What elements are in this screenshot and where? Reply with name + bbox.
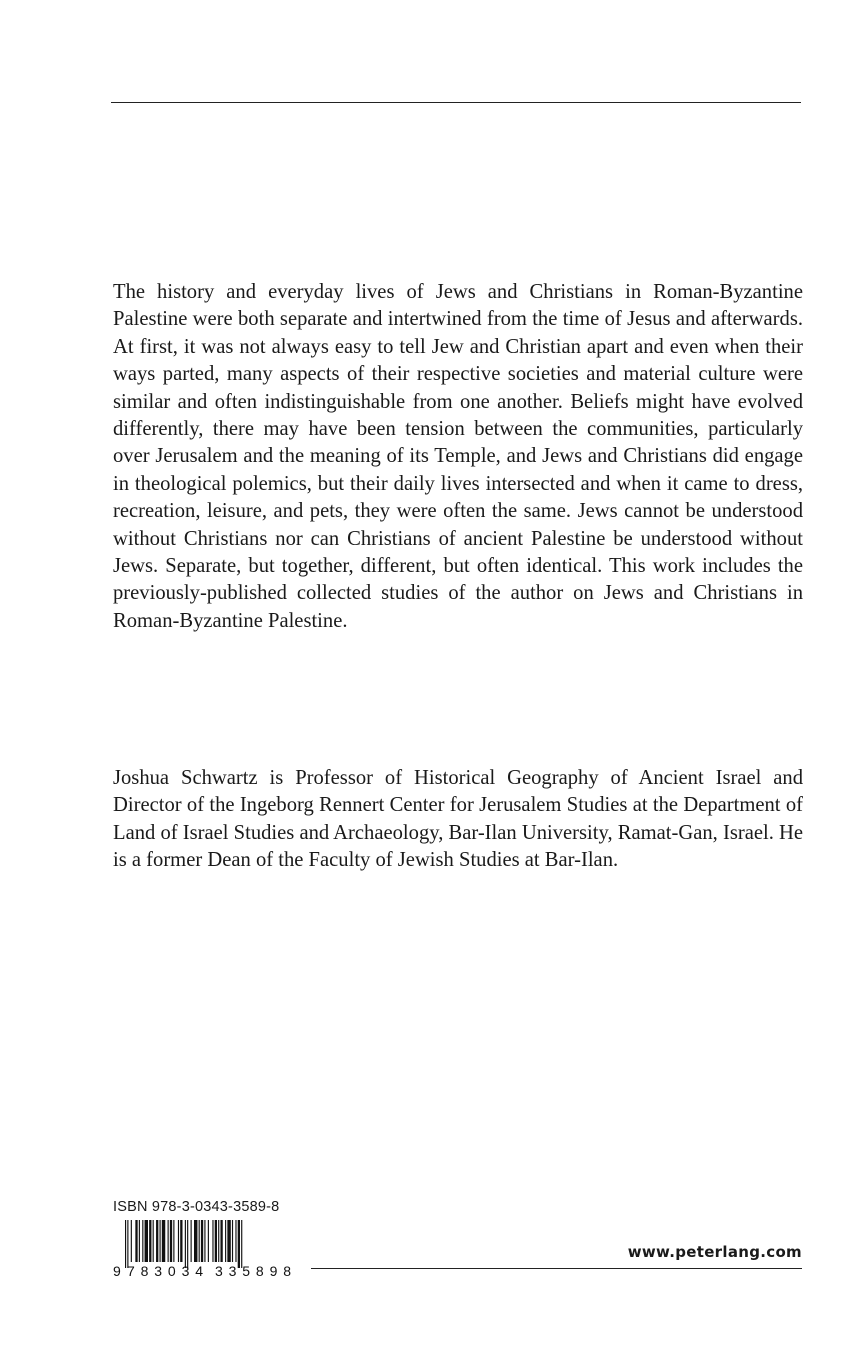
- barcode-bar: [225, 1220, 226, 1262]
- barcode-bar: [241, 1220, 242, 1268]
- barcode-bar: [235, 1220, 236, 1262]
- isbn-label: ISBN 978-3-0343-3589-8: [113, 1199, 280, 1215]
- barcode-bar: [168, 1220, 169, 1262]
- barcode-bar: [149, 1220, 151, 1262]
- author-bio: Joshua Schwartz is Professor of Historical Geography of Ancient Israel and Director of the Ingeborg Rennert Center for Jerusalem Studies at the Department of Land of Israel Studies and Archaeology, Bar-Ilan University, Ramat-Gan, Israel. He is a former Dean of the Faculty of Jewish Studies at Bar-Ilan.: [113, 767, 804, 872]
- barcode-bar: [191, 1220, 192, 1262]
- barcode-icon: [113, 1220, 303, 1278]
- barcode-bar: [142, 1220, 143, 1262]
- barcode-bar: [238, 1220, 240, 1268]
- barcode-lead-digit: 9: [113, 1263, 121, 1278]
- barcode-bar: [199, 1220, 200, 1262]
- barcode-bar: [135, 1220, 137, 1262]
- barcode-group-1: 783034: [127, 1263, 203, 1278]
- barcode-bar: [212, 1220, 213, 1262]
- top-rule: [111, 102, 801, 103]
- barcode-bar: [170, 1220, 172, 1262]
- barcode-bar: [204, 1220, 205, 1262]
- barcode-bar: [153, 1220, 154, 1262]
- barcode-bar: [220, 1220, 222, 1262]
- book-description: The history and everyday lives of Jews and Christians in Roman-Byzantine Palestine were both separate and intertwined from the time of Jesus and afterwards. At first, it was not always easy to tell Jew and Christian apart and even when their ways parted, many aspects of their respective societies and material culture were similar and often indistinguishable from one another. Beliefs might have evolved differently, there may have been tension between the communities, particularly over Jerusalem and the meaning of its Temple, and Jews and Christians did engage in theological polemics, but their daily lives intersected and when it came to dress, recreation, leisure, and pets, they were often the same. Jews cannot be understood without Christians nor can Christians of ancient Palestine be understood without Jews. Separate, but together, different, but often identical. This work includes the previously-published collected studies of the author on Jews and Christians in Roman-Byzantine Palestine.: [113, 281, 803, 632]
- barcode-bar: [232, 1220, 233, 1262]
- barcode-group-2: 335898: [215, 1263, 291, 1278]
- barcode-bar: [218, 1220, 219, 1262]
- barcode-bar: [145, 1220, 148, 1262]
- barcode-bar: [156, 1220, 158, 1262]
- barcode-bar: [139, 1220, 140, 1262]
- barcode-bar: [194, 1220, 197, 1262]
- barcode-bar: [127, 1220, 128, 1268]
- barcode-bar: [187, 1220, 188, 1268]
- barcode-bar: [173, 1220, 174, 1262]
- barcode-bar: [215, 1220, 217, 1262]
- barcode-bar: [180, 1220, 182, 1262]
- barcode-bar: [160, 1220, 161, 1262]
- barcode-bar: [227, 1220, 230, 1262]
- publisher-url[interactable]: www.peterlang.com: [627, 1243, 802, 1261]
- barcode-bar: [131, 1220, 132, 1262]
- barcode-bar: [178, 1220, 179, 1262]
- barcode-bar: [125, 1220, 126, 1268]
- barcode-bar: [208, 1220, 209, 1262]
- barcode-bar: [162, 1220, 165, 1262]
- barcode-bar: [201, 1220, 203, 1262]
- isbn-block: [113, 1198, 303, 1278]
- bottom-rule: [311, 1268, 802, 1269]
- barcode-bar: [185, 1220, 186, 1268]
